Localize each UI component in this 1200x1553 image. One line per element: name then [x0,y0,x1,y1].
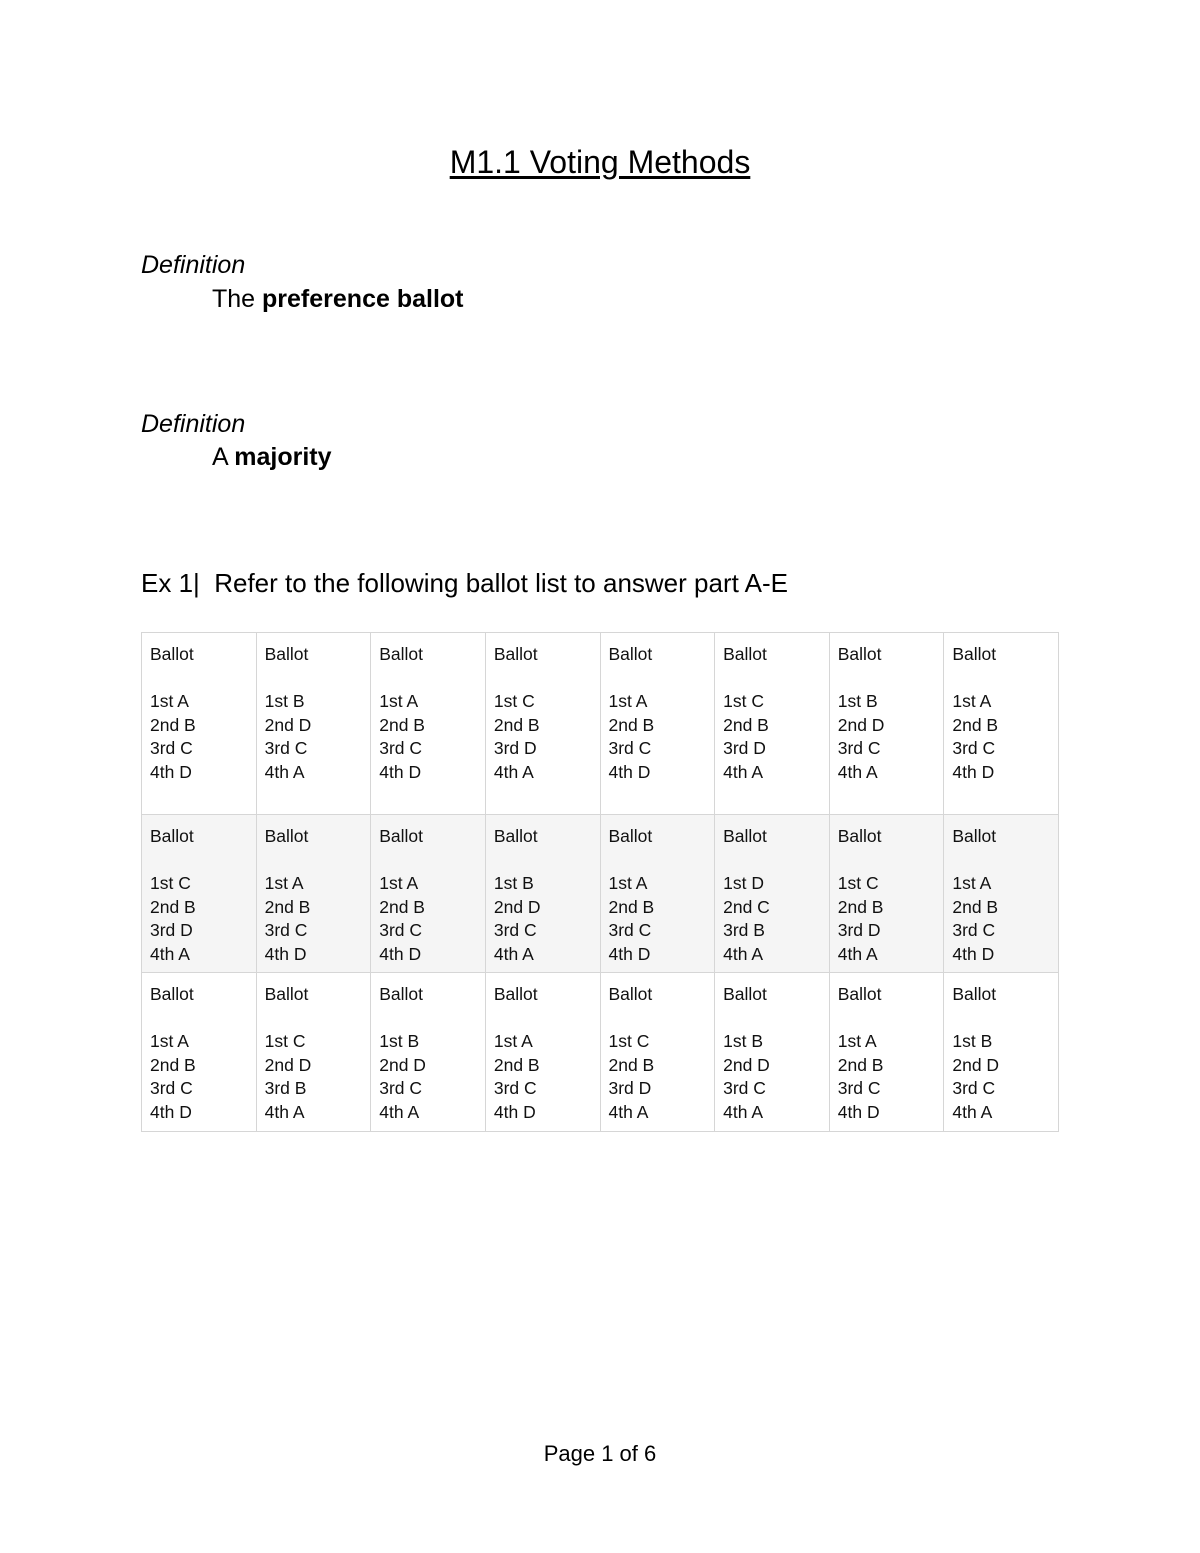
ballot-rank: 3rd C [608,920,652,940]
ballot-rank: 4th D [150,1101,192,1122]
ballot-cell [600,815,715,973]
definition-label: Definition [141,410,246,438]
ballot-cell [485,815,600,973]
ballot-rank: 3rd D [608,1078,652,1098]
ballot-header: Ballot [952,644,997,664]
spacer [379,1007,477,1031]
ballot-cell [256,633,371,815]
ballot-rank: 4th A [837,943,878,964]
ballot-rank: 2nd B [608,896,655,917]
spacer [723,667,821,691]
ballot-cell [485,973,600,1132]
spacer [838,1007,936,1031]
ballot-cell [371,973,486,1132]
ballot-rank: 2nd D [723,1054,770,1075]
spacer [952,1007,1050,1031]
ballot-header: Ballot [608,644,653,664]
table-row [142,633,1059,815]
definition-body [212,285,463,314]
ballot-header: Ballot [952,984,997,1004]
spacer [265,849,363,873]
ballot-rank: 3rd B [723,920,765,940]
spacer [379,667,477,691]
ballot-cell [142,973,257,1132]
ballot-rank: 1st B [493,873,534,893]
ballot-cell [485,633,600,815]
ballot-rank: 2nd B [379,896,425,917]
ballot-rank: 3rd C [379,738,423,758]
ballot-rank: 1st A [608,873,648,893]
definition-body [212,443,332,472]
ballot-rank: 4th D [837,1101,880,1122]
definition-prefix: The [212,285,263,313]
ballot-header: Ballot [493,984,538,1004]
spacer [609,667,707,691]
ballot-header: Ballot [723,826,767,846]
ballot-rank: 2nd B [723,714,769,735]
spacer [838,667,936,691]
ballot-rank: 1st A [150,1031,189,1051]
ballot-rank: 2nd B [608,1054,655,1075]
ballot-rank: 2nd B [837,1054,884,1075]
ballot-table [141,632,1059,1132]
ballot-rank: 1st A [379,873,419,893]
ballot-cell [715,815,830,973]
ballot-cell [371,633,486,815]
ballot-rank: 4th D [493,1101,536,1122]
ballot-rank: 3rd C [379,1078,423,1098]
ballot-rank: 4th A [264,761,305,782]
spacer [609,1007,707,1031]
ballot-rank: 2nd B [150,896,196,917]
ballot-rank: 3rd C [608,738,652,758]
spacer [723,1007,821,1031]
ballot-rank: 3rd B [264,1078,307,1098]
ballot-rank: 2nd D [264,714,312,735]
ballot-header: Ballot [723,644,767,664]
ballot-rank: 1st A [264,873,304,893]
ballot-rank: 1st B [264,691,305,711]
ballot-rank: 2nd B [150,1054,196,1075]
ballot-rank: 1st C [608,1031,650,1051]
ballot-header: Ballot [837,644,882,664]
ballot-rank: 4th D [379,761,422,782]
example-heading: Ex 1| Refer to the following ballot list to answer part A-E [141,568,788,598]
ballot-rank: 3rd C [150,1078,193,1098]
ballot-rank: 4th A [493,761,534,782]
ballot-header: Ballot [379,826,424,846]
ballot-header: Ballot [264,826,309,846]
ballot-rank: 4th A [952,1101,993,1122]
ballot-cell [142,633,257,815]
ballot-rank: 3rd C [837,1078,881,1098]
ballot-header: Ballot [150,644,194,664]
spacer [609,849,707,873]
ballot-header: Ballot [379,644,424,664]
ballot-rank: 3rd D [723,738,766,758]
ballot-rank: 1st A [150,691,189,711]
ballot-header: Ballot [608,826,653,846]
ballot-rank: 4th A [264,1101,305,1122]
ballot-cell [829,973,944,1132]
spacer [150,1007,248,1031]
ballot-rank: 3rd C [952,738,996,758]
ballot-cell [715,633,830,815]
ballot-rank: 1st C [264,1031,306,1051]
ballot-rank: 2nd B [150,714,196,735]
ballot-rank: 2nd B [493,1054,540,1075]
ballot-rank: 4th D [952,761,995,782]
ballot-rank: 1st C [493,691,535,711]
ballot-rank: 2nd B [837,896,884,917]
ballot-rank: 4th A [837,761,878,782]
ballot-cell [944,973,1059,1132]
ballot-rank: 3rd C [837,738,881,758]
ballot-rank: 2nd C [723,896,770,917]
page-number: Page 1 of 6 [543,1441,657,1466]
ballot-header: Ballot [493,644,538,664]
spacer [838,849,936,873]
ballot-rank: 4th A [723,1101,764,1122]
ballot-rank: 4th A [723,761,764,782]
ballot-cell [256,815,371,973]
ballot-rank: 3rd D [493,738,537,758]
ballot-rank: 3rd C [493,920,537,940]
spacer [150,667,248,691]
ballot-rank: 2nd D [952,1054,1000,1075]
ballot-rank: 3rd D [837,920,881,940]
ballot-rank: 2nd B [493,714,540,735]
ballot-rank: 1st A [379,691,419,711]
ballot-rank: 1st A [837,1031,877,1051]
ballot-rank: 3rd C [723,1078,766,1098]
ballot-header: Ballot [493,826,538,846]
spacer [723,849,821,873]
table-row [142,973,1059,1132]
ballot-rank: 3rd C [150,738,193,758]
spacer [265,667,363,691]
ballot-rank: 2nd B [608,714,655,735]
spacer [379,849,477,873]
ballot-rank: 3rd C [264,738,308,758]
definition-label: Definition [141,251,246,279]
ballot-header: Ballot [264,984,309,1004]
spacer [494,667,592,691]
ballot-rank: 4th A [608,1101,649,1122]
page-title: M1.1 Voting Methods [449,144,751,180]
ballot-cell [371,815,486,973]
ballot-cell [256,973,371,1132]
ballot-rank: 4th A [723,943,764,964]
ballot-header: Ballot [608,984,653,1004]
spacer [494,849,592,873]
ballot-rank: 4th D [952,943,995,964]
definition-term: preference ballot [262,285,464,313]
ballot-rank: 1st C [837,873,879,893]
ballot-rank: 3rd C [379,920,423,940]
ballot-rank: 4th A [379,1101,420,1122]
ballot-header: Ballot [150,984,194,1004]
ballot-rank: 2nd D [264,1054,312,1075]
ballot-rank: 4th D [264,943,307,964]
ballot-rank: 3rd C [264,920,308,940]
table-row [142,815,1059,973]
ballot-cell [600,633,715,815]
ballot-cell [600,973,715,1132]
spacer [494,1007,592,1031]
ballot-header: Ballot [723,984,767,1004]
ballot-rank: 4th D [150,761,192,782]
ballot-rank: 1st C [723,691,764,711]
ballot-cell [715,973,830,1132]
ballot-rank: 4th D [608,761,651,782]
ballot-rank: 1st B [837,691,878,711]
ballot-header: Ballot [264,644,309,664]
ballot-rank: 1st B [723,1031,764,1051]
ballot-header: Ballot [952,826,997,846]
spacer [952,667,1050,691]
spacer [952,849,1050,873]
ballot-cell [142,815,257,973]
ballot-rank: 3rd D [150,920,193,940]
ballot-rank: 4th D [608,943,651,964]
ballot-rank: 1st D [723,873,764,893]
ballot-rank: 1st C [150,873,191,893]
ballot-rank: 1st A [952,691,992,711]
ballot-rank: 4th A [493,943,534,964]
ballot-rank: 1st A [952,873,992,893]
definition-prefix: A [212,443,235,471]
spacer [150,849,248,873]
ballot-rank: 4th D [379,943,422,964]
ballot-header: Ballot [837,826,882,846]
ballot-cell [829,815,944,973]
ballot-rank: 1st A [493,1031,533,1051]
ballot-rank: 2nd D [493,896,541,917]
ballot-rank: 1st A [608,691,648,711]
ballot-rank: 4th A [150,943,190,964]
ballot-rank: 2nd B [379,714,425,735]
ballot-rank: 2nd B [952,714,999,735]
ballot-cell [944,815,1059,973]
ballot-header: Ballot [150,826,194,846]
ballot-cell [829,633,944,815]
definition-term: majority [234,443,332,471]
ballot-rank: 3rd C [952,1078,996,1098]
ballot-rank: 1st B [952,1031,993,1051]
ballot-cell [944,633,1059,815]
ballot-rank: 3rd C [952,920,996,940]
ballot-rank: 1st B [379,1031,420,1051]
ballot-rank: 2nd B [952,896,999,917]
ballot-header: Ballot [837,984,882,1004]
ballot-rank: 3rd C [493,1078,537,1098]
ballot-rank: 2nd B [264,896,311,917]
ballot-rank: 2nd D [379,1054,426,1075]
ballot-rank: 2nd D [837,714,885,735]
ballot-header: Ballot [379,984,424,1004]
spacer [265,1007,363,1031]
